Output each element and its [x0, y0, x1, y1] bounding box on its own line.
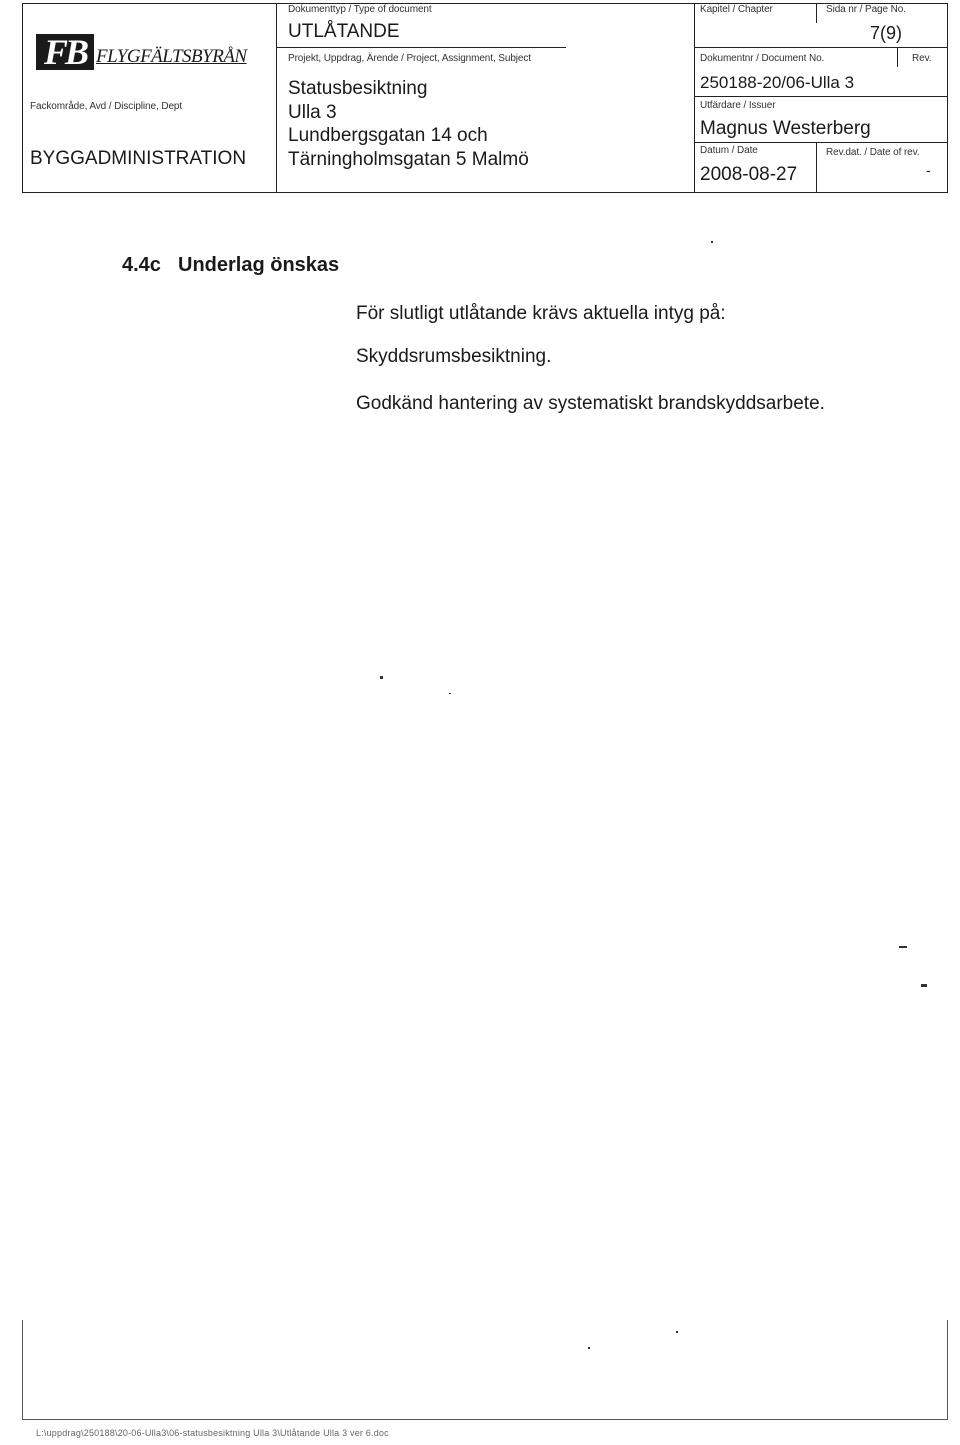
section-number: 4.4c [122, 254, 161, 276]
discipline-value: BYGGADMINISTRATION [30, 148, 247, 169]
revdate-label: Rev.dat. / Date of rev. [826, 147, 920, 158]
logo-mark: FB [36, 34, 94, 70]
page-label: Sida nr / Page No. [826, 4, 906, 15]
body-line-1: För slutligt utlåtande krävs aktuella intyg på: [356, 303, 726, 324]
body-line-2: Skyddsrumsbesiktning. [356, 346, 552, 367]
company-logo [36, 32, 268, 72]
doc-type-label: Dokumenttyp / Type of document [288, 4, 432, 15]
discipline-label: Fackområde, Avd / Discipline, Dept [30, 101, 183, 112]
date-label: Datum / Date [700, 145, 758, 156]
doc-type-value: UTLÅTANDE [288, 21, 400, 42]
subject-line-4: Tärningholmsgatan 5 Malmö [288, 149, 529, 170]
date-value: 2008-08-27 [700, 164, 798, 185]
subject-line-3: Lundbergsgatan 14 och [288, 125, 488, 146]
chapter-label: Kapitel / Chapter [700, 4, 773, 15]
body-line-3: Godkänd hantering av systematiskt brandskyddsarbete. [356, 393, 825, 414]
revdate-value: - [926, 162, 931, 178]
docno-value: 250188-20/06-Ulla 3 [700, 73, 855, 92]
issuer-label: Utfärdare / Issuer [700, 100, 776, 111]
footer-file-path: L:\uppdrag\250188\20-06-Ulla3\06-statusbesiktning Ulla 3\Utlåtande Ulla 3 ver 6.doc [36, 1428, 389, 1438]
section-heading [122, 254, 339, 277]
logo-name: FLYGFÄLTSBYRÅN [96, 46, 247, 67]
rev-label: Rev. [912, 53, 932, 64]
subject-label: Projekt, Uppdrag, Ärende / Project, Assignment, Subject [288, 53, 531, 64]
page-value: 7(9) [870, 23, 903, 43]
subject-line-1: Statusbesiktning [288, 78, 428, 99]
section-title: Underlag önskas [178, 254, 340, 276]
issuer-value: Magnus Westerberg [700, 118, 871, 139]
subject-line-2: Ulla 3 [288, 102, 337, 123]
docno-label: Dokumentnr / Document No. [700, 53, 825, 64]
